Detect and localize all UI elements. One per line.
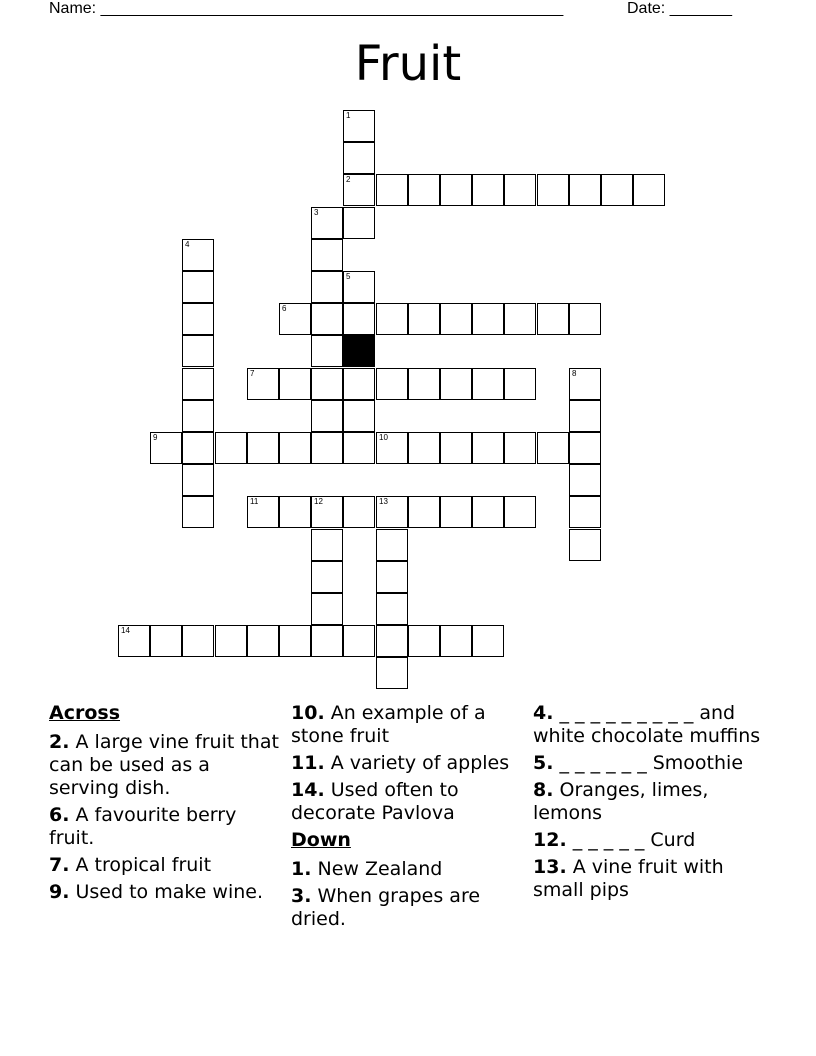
cell-number: 7	[250, 369, 255, 378]
grid-cell[interactable]	[343, 496, 375, 528]
clue-across-2	[49, 731, 281, 800]
grid-cell[interactable]	[569, 496, 601, 528]
grid-cell[interactable]	[182, 400, 214, 432]
grid-cell[interactable]	[569, 464, 601, 496]
clue-down-3	[291, 885, 523, 931]
grid-cell[interactable]	[569, 529, 601, 561]
grid-cell[interactable]	[247, 625, 279, 657]
grid-cell[interactable]	[376, 625, 408, 657]
clue-text: When grapes are dried.	[291, 885, 481, 930]
grid-cell[interactable]	[376, 174, 408, 206]
page-title: Fruit	[354, 36, 462, 92]
grid-cell[interactable]	[279, 368, 311, 400]
grid-cell[interactable]	[537, 174, 569, 206]
grid-cell[interactable]	[311, 303, 343, 335]
clue-text: A variety of apples	[330, 752, 510, 774]
grid-cell[interactable]	[182, 303, 214, 335]
grid-cell[interactable]	[569, 432, 601, 464]
grid-cell[interactable]	[376, 593, 408, 625]
cell-number: 11	[250, 497, 259, 506]
grid-cell[interactable]	[440, 368, 472, 400]
grid-cell[interactable]	[150, 625, 182, 657]
grid-cell[interactable]	[472, 303, 504, 335]
clue-across-6	[49, 804, 281, 850]
grid-cell[interactable]	[311, 207, 343, 239]
cell-number: 6	[282, 304, 287, 313]
clue-text: _ _ _ _ _ _ _ _ _ and white chocolate muffins	[533, 702, 761, 747]
grid-cell[interactable]	[408, 174, 440, 206]
grid-cell[interactable]	[504, 368, 536, 400]
grid-cell[interactable]	[440, 174, 472, 206]
grid-cell[interactable]	[182, 464, 214, 496]
clue-number: 6.	[49, 804, 70, 826]
clue-number: 3.	[291, 885, 312, 907]
grid-cell[interactable]	[472, 174, 504, 206]
grid-cell[interactable]	[118, 625, 150, 657]
clues-column-2	[291, 702, 523, 935]
clue-text: Oranges, limes, lemons	[533, 779, 709, 824]
cell-number: 13	[379, 497, 388, 506]
grid-cell[interactable]	[537, 303, 569, 335]
grid-cell[interactable]	[504, 303, 536, 335]
grid-cell[interactable]	[150, 432, 182, 464]
grid-cell[interactable]	[279, 496, 311, 528]
grid-cell[interactable]	[472, 368, 504, 400]
grid-cell[interactable]	[537, 432, 569, 464]
clue-down-1	[291, 858, 523, 881]
grid-cell[interactable]	[182, 271, 214, 303]
clue-text: A favourite berry fruit.	[49, 804, 237, 849]
grid-cell[interactable]	[569, 303, 601, 335]
grid-cell[interactable]	[440, 303, 472, 335]
grid-cell[interactable]	[569, 368, 601, 400]
grid-cell[interactable]	[343, 174, 375, 206]
grid-cell[interactable]	[408, 625, 440, 657]
grid-cell[interactable]	[569, 174, 601, 206]
grid-cell[interactable]	[408, 496, 440, 528]
grid-cell[interactable]	[343, 400, 375, 432]
grid-cell[interactable]	[343, 271, 375, 303]
grid-cell[interactable]	[601, 174, 633, 206]
cell-number: 12	[314, 497, 323, 506]
grid-cell[interactable]	[311, 529, 343, 561]
grid-cell[interactable]	[376, 496, 408, 528]
grid-cell[interactable]	[376, 432, 408, 464]
clue-text: Used often to decorate Pavlova	[291, 779, 459, 824]
grid-cell[interactable]	[311, 368, 343, 400]
clue-text: A tropical fruit	[75, 854, 212, 876]
clue-down-5	[533, 752, 773, 775]
clue-number: 5.	[533, 752, 554, 774]
grid-cell[interactable]	[247, 432, 279, 464]
grid-cell[interactable]	[182, 496, 214, 528]
grid-cell[interactable]	[408, 303, 440, 335]
grid-cell[interactable]	[279, 625, 311, 657]
grid-cell[interactable]	[569, 400, 601, 432]
grid-cell[interactable]	[343, 142, 375, 174]
cell-number: 14	[121, 626, 130, 635]
cell-number: 9	[153, 433, 158, 442]
name-field[interactable]: Name: ____________________________________________________	[49, 0, 564, 17]
grid-cell[interactable]	[343, 207, 375, 239]
grid-cell[interactable]	[408, 368, 440, 400]
grid-cell[interactable]	[311, 239, 343, 271]
grid-cell[interactable]	[376, 657, 408, 689]
grid-cell[interactable]	[279, 303, 311, 335]
clue-number: 13.	[533, 856, 567, 878]
clue-number: 11.	[291, 752, 325, 774]
clue-number: 10.	[291, 702, 325, 724]
date-field[interactable]: Date: _______	[627, 0, 732, 17]
clue-across-7	[49, 854, 281, 877]
clue-across-11	[291, 752, 523, 775]
clue-across-10	[291, 702, 523, 748]
grid-cell[interactable]	[343, 368, 375, 400]
clue-number: 4.	[533, 702, 554, 724]
clue-number: 7.	[49, 854, 70, 876]
grid-cell[interactable]	[311, 561, 343, 593]
grid-cell[interactable]	[343, 303, 375, 335]
grid-cell[interactable]	[311, 496, 343, 528]
cell-number: 4	[185, 240, 190, 249]
clue-down-4	[533, 702, 773, 748]
clue-text: A large vine fruit that can be used as a serving dish.	[49, 731, 279, 799]
grid-cell[interactable]	[311, 593, 343, 625]
grid-cell[interactable]	[440, 496, 472, 528]
grid-cell[interactable]	[504, 174, 536, 206]
clue-down-8	[533, 779, 773, 825]
grid-cell[interactable]	[279, 432, 311, 464]
cell-number: 10	[379, 433, 388, 442]
cell-number: 5	[346, 272, 351, 281]
clues-column-1	[49, 702, 281, 908]
grid-cell[interactable]	[343, 110, 375, 142]
grid-cell[interactable]	[311, 625, 343, 657]
clue-text: An example of a stone fruit	[291, 702, 486, 747]
grid-cell[interactable]	[472, 432, 504, 464]
grid-cell[interactable]	[311, 400, 343, 432]
clue-number: 14.	[291, 779, 325, 801]
clue-number: 2.	[49, 731, 70, 753]
grid-cell[interactable]	[376, 561, 408, 593]
clue-text: A vine fruit with small pips	[533, 856, 724, 901]
grid-cell[interactable]	[472, 625, 504, 657]
cell-number: 2	[346, 175, 351, 184]
grid-cell[interactable]	[376, 303, 408, 335]
grid-cell[interactable]	[182, 368, 214, 400]
grid-cell[interactable]	[343, 432, 375, 464]
grid-cell[interactable]	[311, 335, 343, 367]
cell-number: 3	[314, 208, 319, 217]
grid-cell[interactable]	[408, 432, 440, 464]
grid-cell[interactable]	[504, 496, 536, 528]
grid-cell[interactable]	[472, 496, 504, 528]
grid-cell[interactable]	[440, 625, 472, 657]
grid-cell[interactable]	[247, 368, 279, 400]
clue-number: 9.	[49, 881, 70, 903]
grid-cell[interactable]	[633, 174, 665, 206]
across-heading: Across	[49, 702, 121, 724]
clues-column-3	[533, 702, 773, 906]
clue-across-14	[291, 779, 523, 825]
grid-cell[interactable]	[247, 496, 279, 528]
clue-number: 8.	[533, 779, 554, 801]
cell-number: 8	[572, 369, 577, 378]
grid-cell[interactable]	[182, 239, 214, 271]
clue-text: _ _ _ _ _ _ Smoothie	[559, 752, 744, 774]
down-heading: Down	[291, 829, 351, 851]
clue-down-12	[533, 829, 773, 852]
grid-black-cell	[343, 335, 375, 367]
grid-cell[interactable]	[311, 271, 343, 303]
clue-text: New Zealand	[317, 858, 443, 880]
grid-cell[interactable]	[182, 432, 214, 464]
clue-number: 1.	[291, 858, 312, 880]
clue-across-9	[49, 881, 281, 904]
grid-cell[interactable]	[440, 432, 472, 464]
grid-cell[interactable]	[504, 432, 536, 464]
clue-down-13	[533, 856, 773, 902]
grid-cell[interactable]	[182, 335, 214, 367]
grid-cell[interactable]	[215, 432, 247, 464]
cell-number: 1	[346, 111, 351, 120]
clue-text: _ _ _ _ _ Curd	[572, 829, 696, 851]
clue-text: Used to make wine.	[75, 881, 264, 903]
grid-cell[interactable]	[215, 625, 247, 657]
grid-cell[interactable]	[343, 625, 375, 657]
clue-number: 12.	[533, 829, 567, 851]
grid-cell[interactable]	[376, 368, 408, 400]
grid-cell[interactable]	[311, 432, 343, 464]
grid-cell[interactable]	[376, 529, 408, 561]
grid-cell[interactable]	[182, 625, 214, 657]
